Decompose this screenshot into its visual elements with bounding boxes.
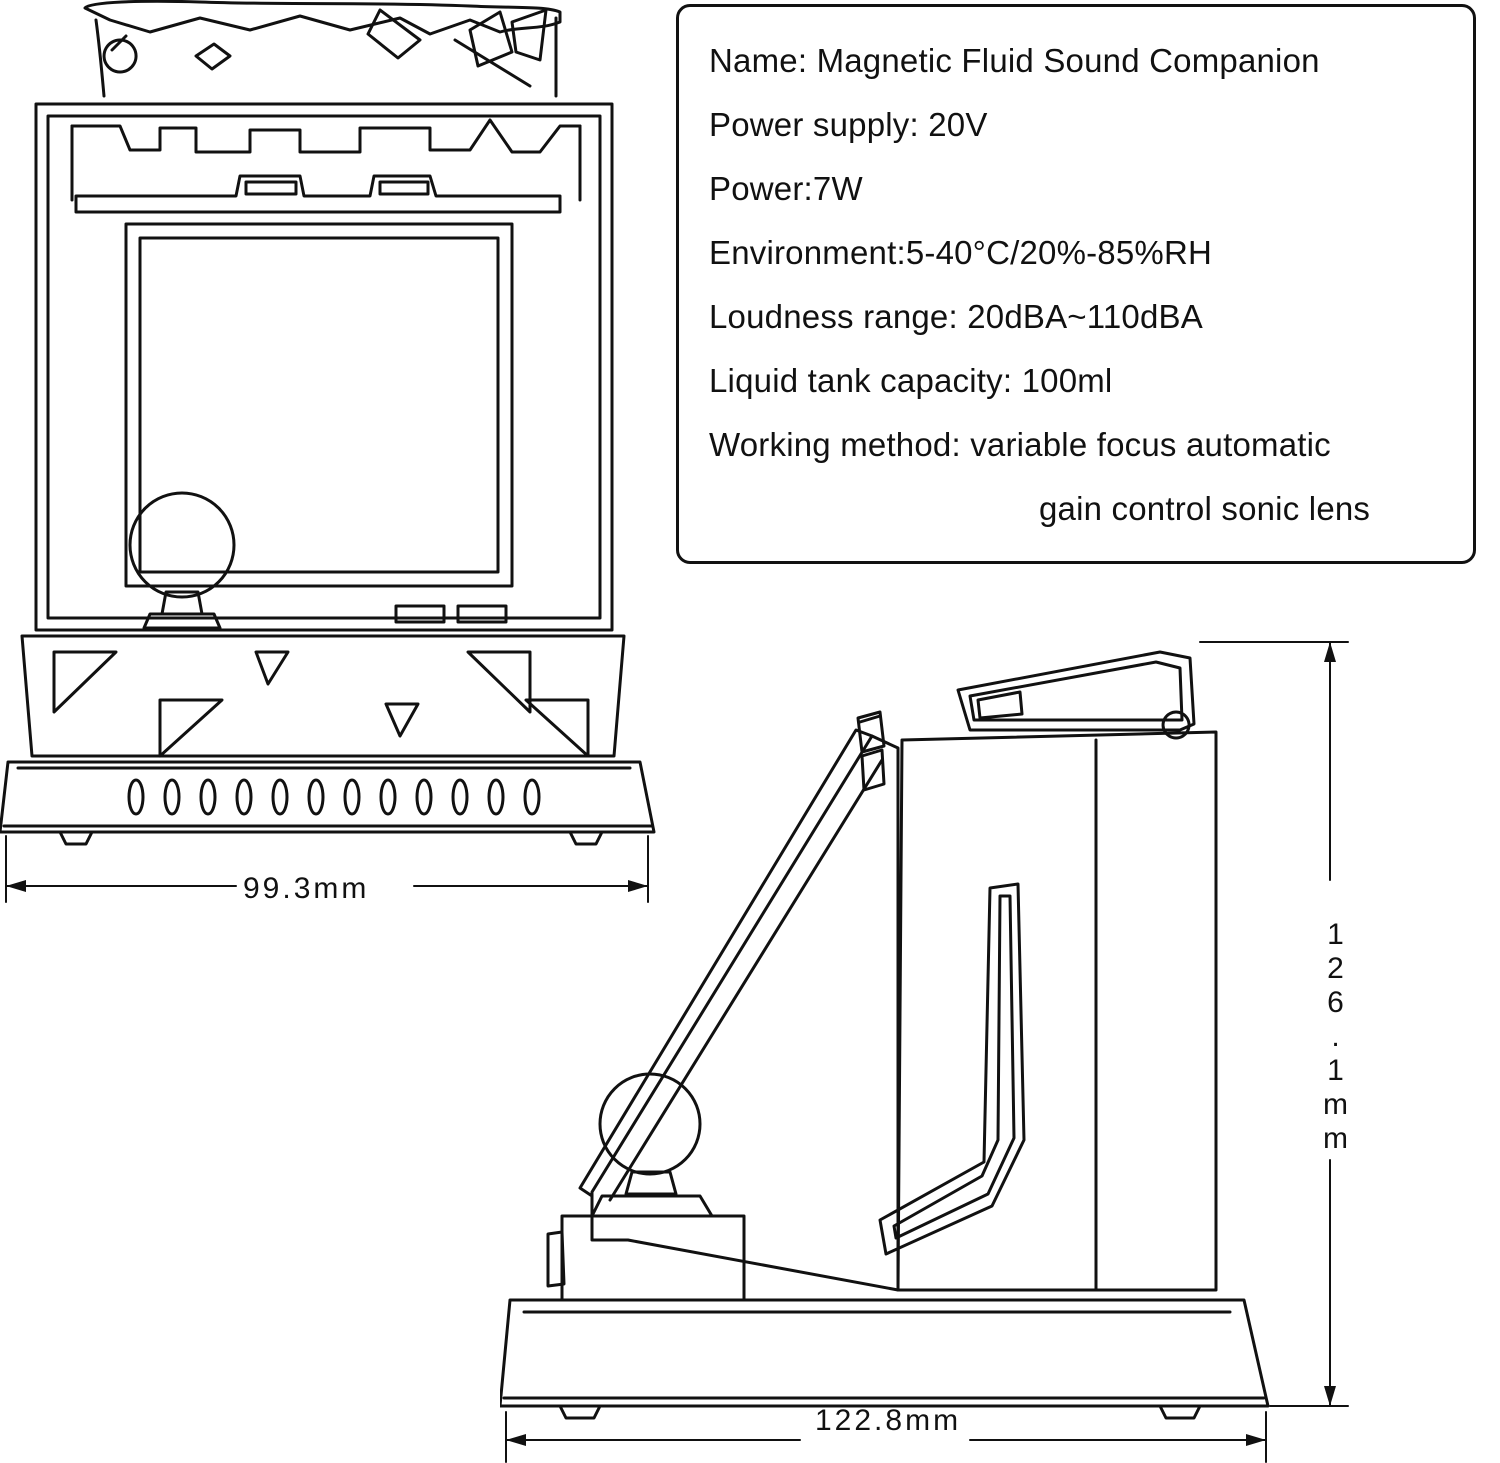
spec-line-liquid-tank-capacity: Liquid tank capacity: 100ml — [709, 362, 1113, 399]
specification-panel — [676, 4, 1476, 564]
spec-line-working-method-cont: gain control sonic lens — [1039, 490, 1371, 527]
dimension-label-side-height: 126.1mm — [1319, 918, 1352, 1156]
dimension-label-side-width: 122.8mm — [815, 1404, 962, 1437]
spec-line-environment: Environment:5-40°C/20%-85%RH — [709, 234, 1213, 271]
spec-line-name: Name: Magnetic Fluid Sound Companion — [709, 42, 1320, 79]
spec-line-power-supply: Power supply: 20V — [709, 106, 988, 143]
dimension-label-front-width: 99.3mm — [243, 872, 370, 905]
spec-line-loudness-range: Loudness range: 20dBA~110dBA — [709, 298, 1203, 335]
spec-line-working-method: Working method: variable focus automatic — [709, 426, 1331, 463]
spec-line-power: Power:7W — [709, 170, 863, 207]
